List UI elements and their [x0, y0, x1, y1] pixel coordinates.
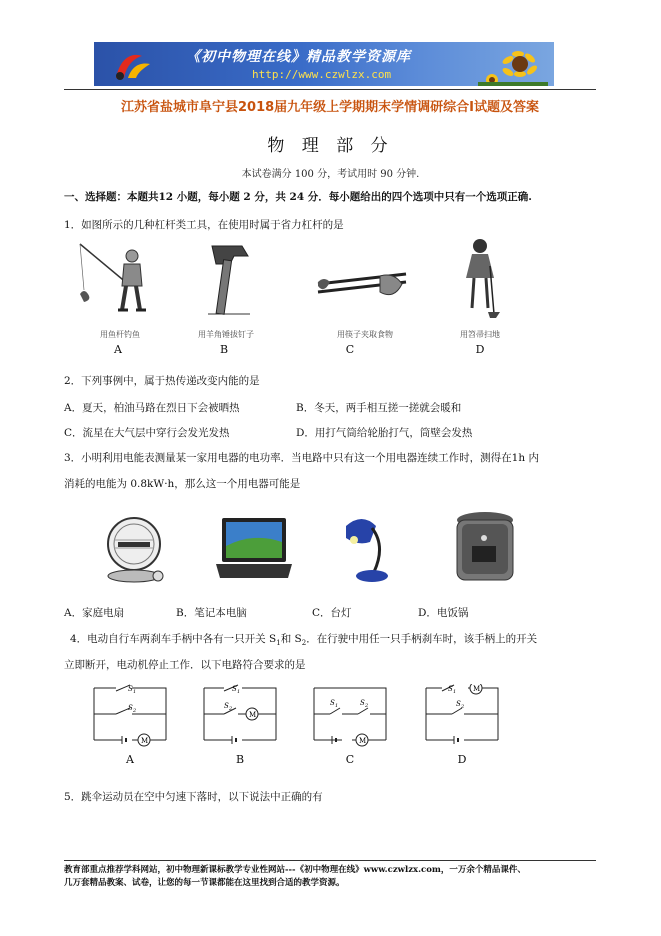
site-logo-icon: [112, 48, 154, 82]
svg-text:1: 1: [453, 689, 457, 695]
svg-text:S: S: [128, 704, 133, 712]
svg-text:M: M: [473, 685, 481, 693]
q1-caption-a: 用鱼杆钓鱼: [100, 330, 140, 339]
q2-stem: 2．下列事例中，属于热传递改变内能的是: [64, 375, 260, 387]
footer-rule: [64, 860, 596, 861]
electric-fan-image: [100, 512, 172, 584]
q4-stem-line1: 4．电动自行车两刹车手柄中各有一只开关 $S_1$和 $S_2$．在行驶中用任一只手柄刹车时，该手柄上的开关: [70, 633, 538, 648]
svg-text:2: 2: [133, 708, 137, 714]
q3-stem-line2: 消耗的电能为 0.8kW·h，那么这一个用电器可能是: [64, 478, 301, 490]
q4-letter-b: B: [235, 753, 245, 766]
q4-letter-d: D: [457, 753, 467, 766]
q2-option-b: B．冬天，两手相互搓一搓就会暖和: [296, 402, 462, 414]
banner-title: 《初中物理在线》精品教学资源库: [186, 49, 411, 65]
rice-cooker-image: [452, 510, 518, 588]
q1-caption-b: 用羊角锤拔钉子: [198, 330, 254, 339]
svg-text:M: M: [359, 737, 367, 745]
footer-line-1: 教育部重点推荐学科网站，初中物理新课标教学专业性网站---《初中物理在线》www.czwlzx.com，一万余个精品课件、: [64, 865, 526, 875]
svg-text:1: 1: [237, 689, 241, 695]
svg-text:S: S: [232, 685, 237, 693]
svg-text:2: 2: [229, 706, 233, 712]
section-title: 物 理 部 分: [267, 136, 394, 156]
svg-text:S: S: [448, 685, 453, 693]
q1-letter-a: A: [114, 343, 122, 356]
svg-text:S: S: [360, 699, 365, 707]
q1-letter-b: B: [219, 343, 229, 356]
circuit-a-diagram: [92, 684, 168, 748]
q1-caption-c: 用筷子夹取食物: [337, 330, 393, 339]
q3-stem-line1: 3．小明利用电能表测量某一家用电器的电功率．当电路中只有这一个用电器连续工作时，测得在1h 内: [64, 452, 539, 464]
broom-sweeping-image: [456, 236, 504, 320]
q3-option-a: A．家庭电扇: [64, 607, 125, 619]
laptop-image: [214, 516, 294, 582]
svg-text:M: M: [141, 737, 149, 745]
fishing-image: [78, 240, 158, 316]
circuit-c-diagram: [312, 684, 388, 748]
svg-text:2: 2: [461, 704, 465, 710]
q4-stem-line2: 立即断开，电动机停止工作．以下电路符合要求的是: [64, 659, 306, 671]
banner-url[interactable]: http://www.czwlzx.com: [252, 68, 392, 81]
svg-text:S: S: [330, 699, 335, 707]
exam-title: 江苏省盐城市阜宁县2018届九年级上学期期末学情调研综合Ⅰ试题及答案: [120, 100, 540, 115]
q3-option-d: D．电饭锅: [418, 607, 469, 619]
svg-text:1: 1: [133, 689, 137, 695]
svg-text:M: M: [249, 711, 257, 719]
svg-text:S: S: [224, 702, 229, 710]
q4-letter-a: A: [126, 753, 134, 766]
svg-text:1: 1: [335, 703, 339, 709]
footer-line-2: 几万套精品教案、试卷，让您的每一节课都能在这里找到合适的教学资源。: [64, 878, 345, 888]
desk-lamp-image: [340, 512, 396, 586]
svg-text:S: S: [128, 685, 133, 693]
q1-stem: 1．如图所示的几种杠杆类工具，在使用时属于省力杠杆的是: [64, 219, 344, 231]
claw-hammer-image: [204, 240, 254, 316]
q3-option-b: B．笔记本电脑: [176, 607, 247, 619]
header-rule: [64, 89, 596, 90]
q2-option-c: C．流星在大气层中穿行会发光发热: [64, 427, 230, 439]
page-footer: [64, 864, 604, 890]
site-banner: [94, 42, 554, 86]
exam-note: 本试卷满分 100 分，考试用时 90 分钟.: [241, 169, 420, 180]
q1-letter-c: C: [345, 343, 355, 356]
circuit-b-diagram: [202, 684, 278, 748]
part1-heading: 一、选择题：本题共12 小题，每小题 2 分，共 24 分．每小题给出的四个选项中只有一个选项正确.: [64, 191, 532, 203]
circuit-d-diagram: [424, 684, 500, 748]
q3-option-c: C．台灯: [312, 607, 352, 619]
q1-letter-d: D: [475, 343, 485, 356]
q2-option-d: D．用打气筒给轮胎打气，筒壁会发热: [296, 427, 473, 439]
q4-letter-c: C: [345, 753, 355, 766]
svg-text:S: S: [456, 700, 461, 708]
sunflower-icon: [478, 44, 548, 86]
svg-text:2: 2: [365, 703, 369, 709]
q2-option-a: A．夏天，柏油马路在烈日下会被晒热: [64, 402, 240, 414]
chopsticks-image: [316, 262, 408, 312]
q5-stem: 5．跳伞运动员在空中匀速下落时，以下说法中正确的有: [64, 791, 323, 803]
q1-caption-d: 用笤帚扫地: [460, 330, 500, 339]
